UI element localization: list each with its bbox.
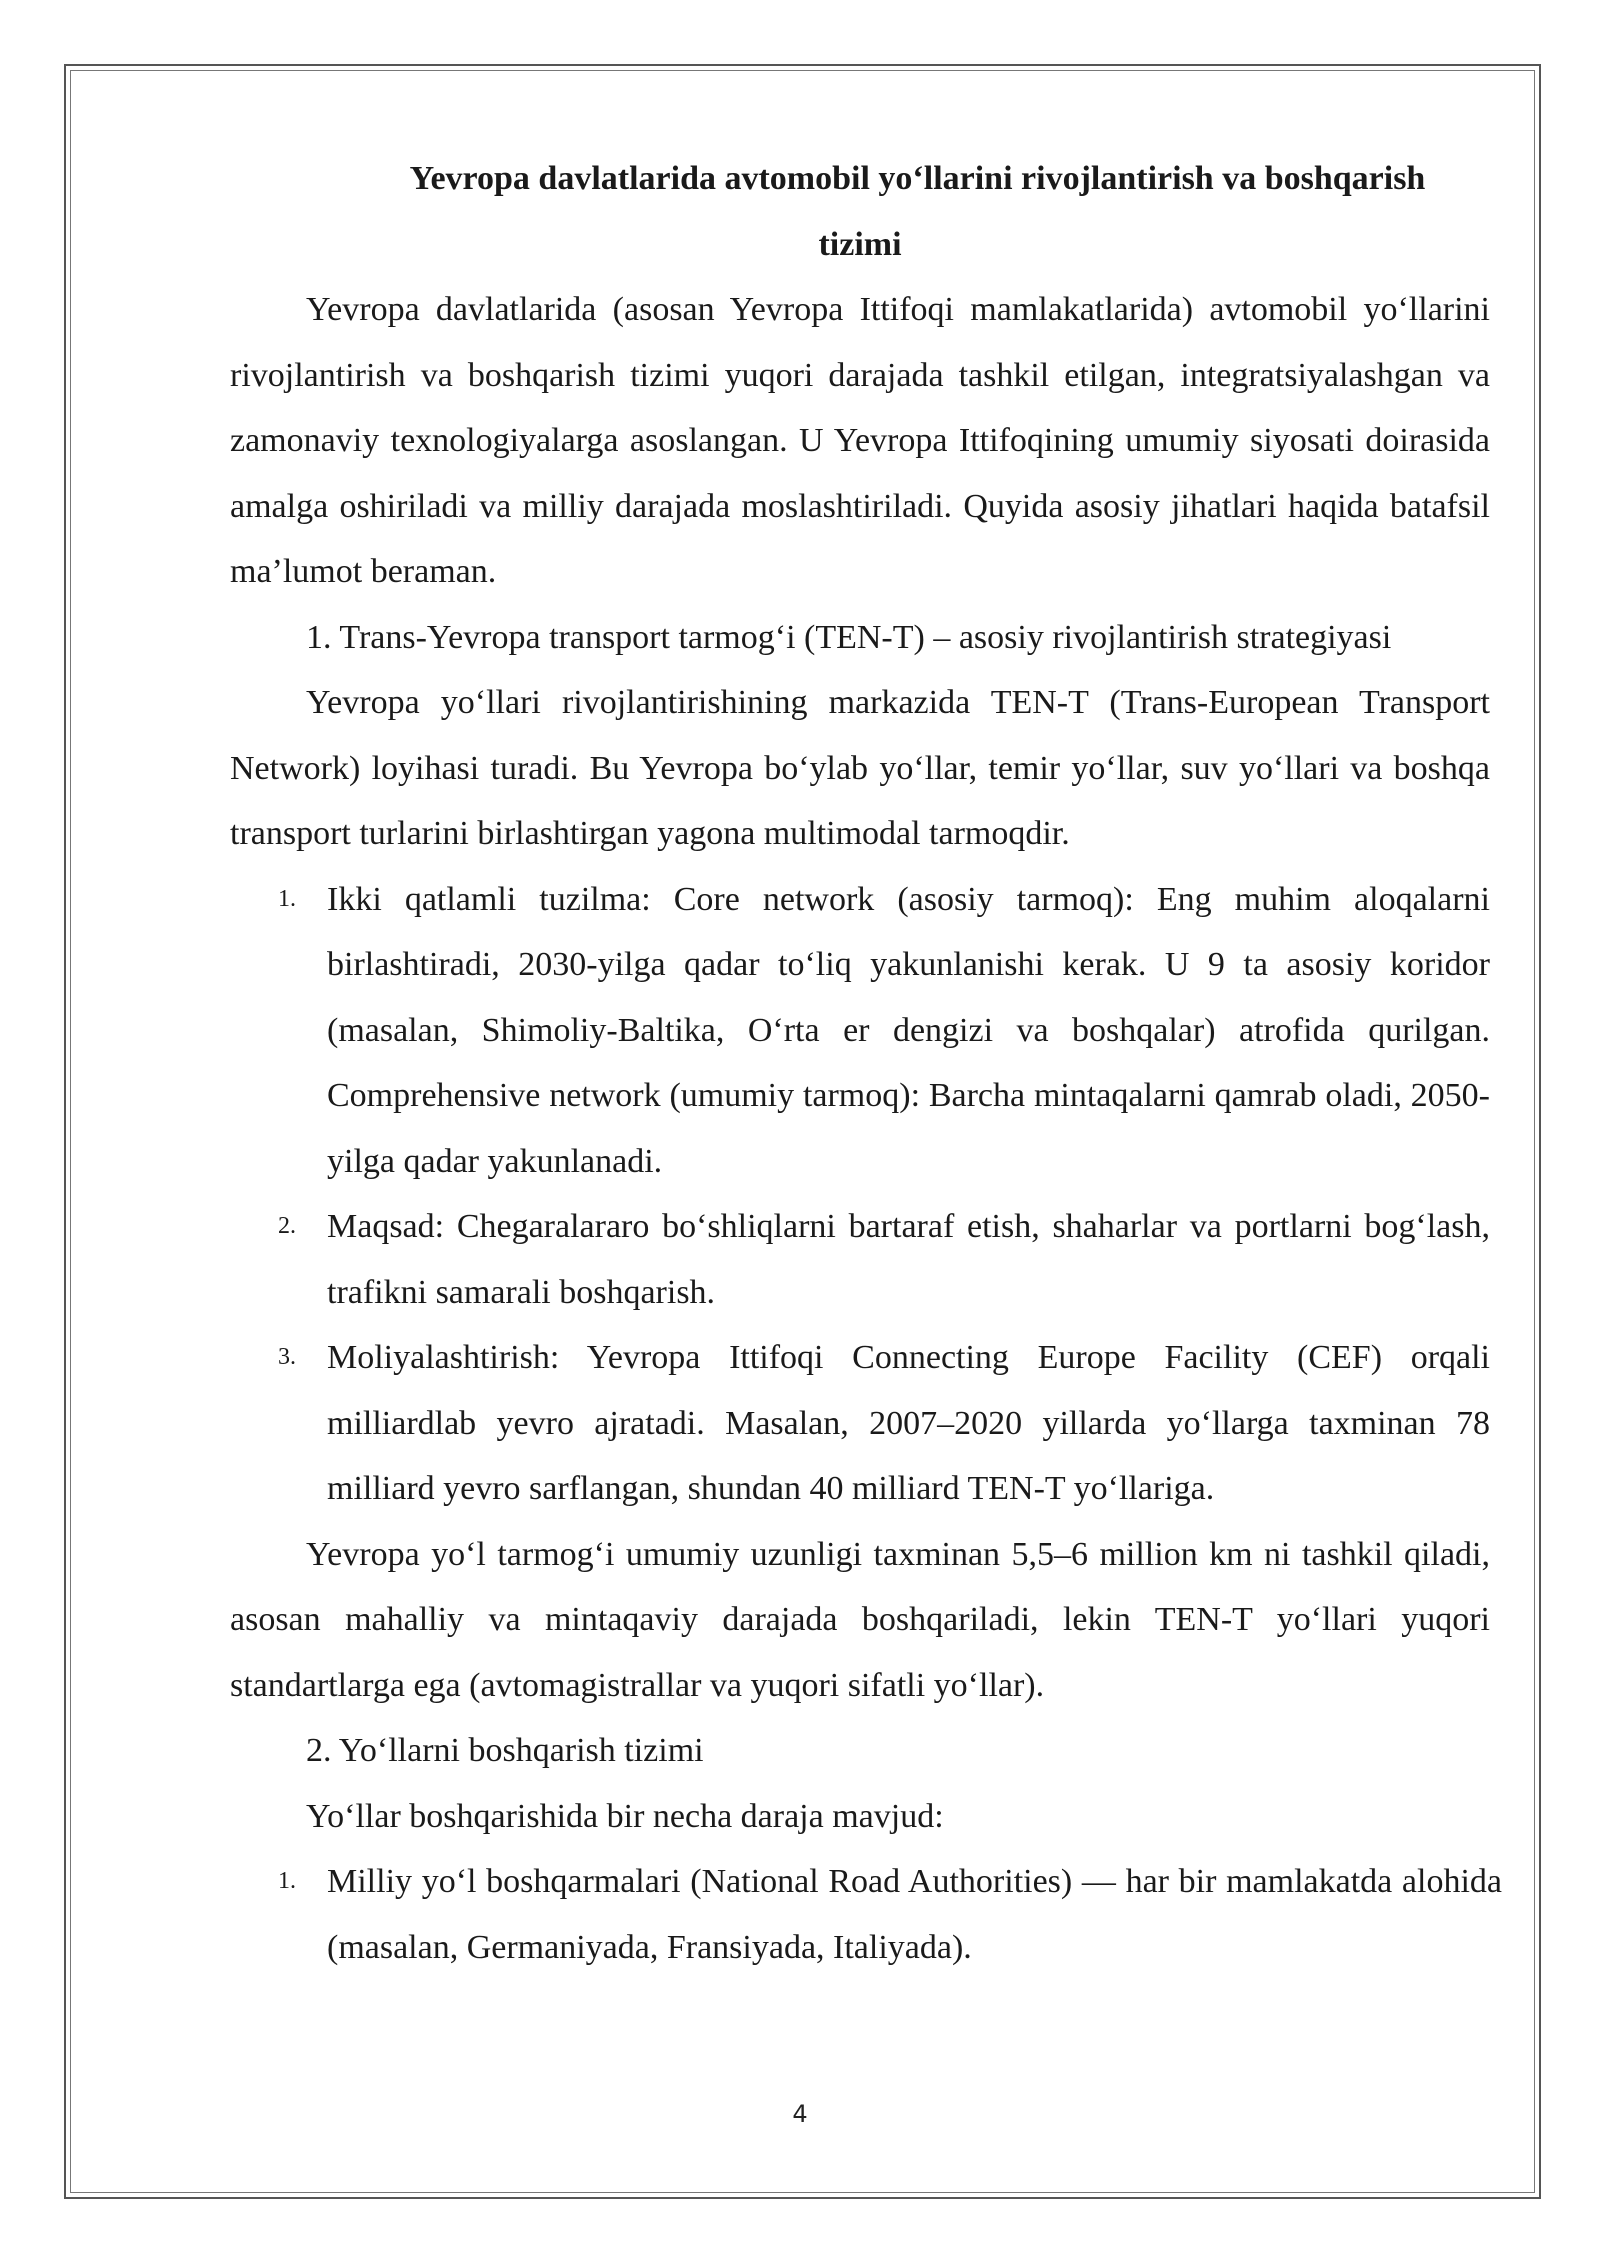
- section-2-list: [230, 1849, 1502, 1980]
- section-2-heading: 2. Yo‘llarni boshqarish tizimi: [306, 1732, 704, 1769]
- section-1-paragraph: Yevropa yo‘llari rivojlantirishining markazida TEN-T (Trans-European Transport Network) loyihasi turadi. Bu Yevropa bo‘ylab yo‘llar, temir yo‘llar, suv yo‘llari va boshqa transport turlarini birlashtirgan yagona multimodal tarmoqdir.: [230, 684, 1490, 852]
- list-item-number: 1.: [278, 1868, 296, 1894]
- title-line-1: Yevropa davlatlarida avtomobil yo‘llarini rivojlantirish va boshqarish: [409, 160, 1426, 197]
- title-line-2: tizimi: [818, 225, 902, 263]
- list-item-number: 3.: [278, 1344, 296, 1370]
- list-item-text: Milliy yo‘l boshqarmalari (National Road Authorities) — har bir mamlakatda alohida (masalan, Germaniyada, Fransiyada, Italiyada).: [327, 1863, 1502, 1966]
- section-1-heading: 1. Trans-Yevropa transport tarmog‘i (TEN-T) – asosiy rivojlantirish strategiyasi: [306, 618, 1392, 656]
- document-body: [230, 146, 1502, 1980]
- document-title: [230, 146, 1490, 212]
- list-item-text: Moliyalashtirish: Yevropa Ittifoqi Connecting Europe Facility (CEF) orqali milliardlab yevro ajratadi. Masalan, 2007–2020 yillarda yo‘llarga taxminan 78 milliard yevro sarflangan, shundan 40 milliard TEN-T yo‘llariga.: [327, 1339, 1490, 1507]
- list-item-text: Maqsad: Chegaralararo bo‘shliqlarni bartaraf etish, shaharlar va portlarni bog‘lash, trafikni samarali boshqarish.: [327, 1208, 1490, 1311]
- list-item-number: 1.: [278, 885, 296, 912]
- list-item: [230, 1194, 1490, 1325]
- list-item-number: 2.: [278, 1213, 296, 1239]
- list-item: [230, 1849, 1502, 1980]
- page-number: 4: [792, 2100, 808, 2128]
- list-item: [230, 1325, 1490, 1522]
- list-item-text: Ikki qatlamli tuzilma: Core network (asosiy tarmoq): Eng muhim aloqalarni birlashtiradi, 2030-yilga qadar to‘liq yakunlanishi kerak. U 9 ta asosiy koridor (masalan, Shimoliy-Baltika, O‘rta er dengizi va boshqalar) atrofida qurilgan. Comprehensive network (umumiy tarmoq): Barcha mintaqalarni qamrab oladi, 2050-yilga qadar yakunlanadi.: [327, 880, 1490, 1180]
- list-item: [230, 867, 1490, 1195]
- intro-paragraph: Yevropa davlatlarida (asosan Yevropa Ittifoqi mamlakatlarida) avtomobil yo‘llarini rivojlantirish va boshqarish tizimi yuqori darajada tashkil etilgan, integratsiyalashgan va zamonaviy texnologiyalarga asoslangan. U Yevropa Ittifoqining umumiy siyosati doirasida amalga oshiriladi va milliy darajada moslashtiriladi. Quyida asosiy jihatlari haqida batafsil ma’lumot beraman.: [230, 291, 1490, 590]
- section-1-closing-paragraph: Yevropa yo‘l tarmog‘i umumiy uzunligi taxminan 5,5–6 million km ni tashkil qiladi, asosan mahalliy va mintaqaviy darajada boshqariladi, lekin TEN-T yo‘llari yuqori standartlarga ega (avtomagistrallar va yuqori sifatli yo‘llar).: [230, 1535, 1490, 1704]
- section-1-list: [230, 867, 1490, 1522]
- section-2-intro: Yo‘llar boshqarishida bir necha daraja mavjud:: [306, 1797, 944, 1835]
